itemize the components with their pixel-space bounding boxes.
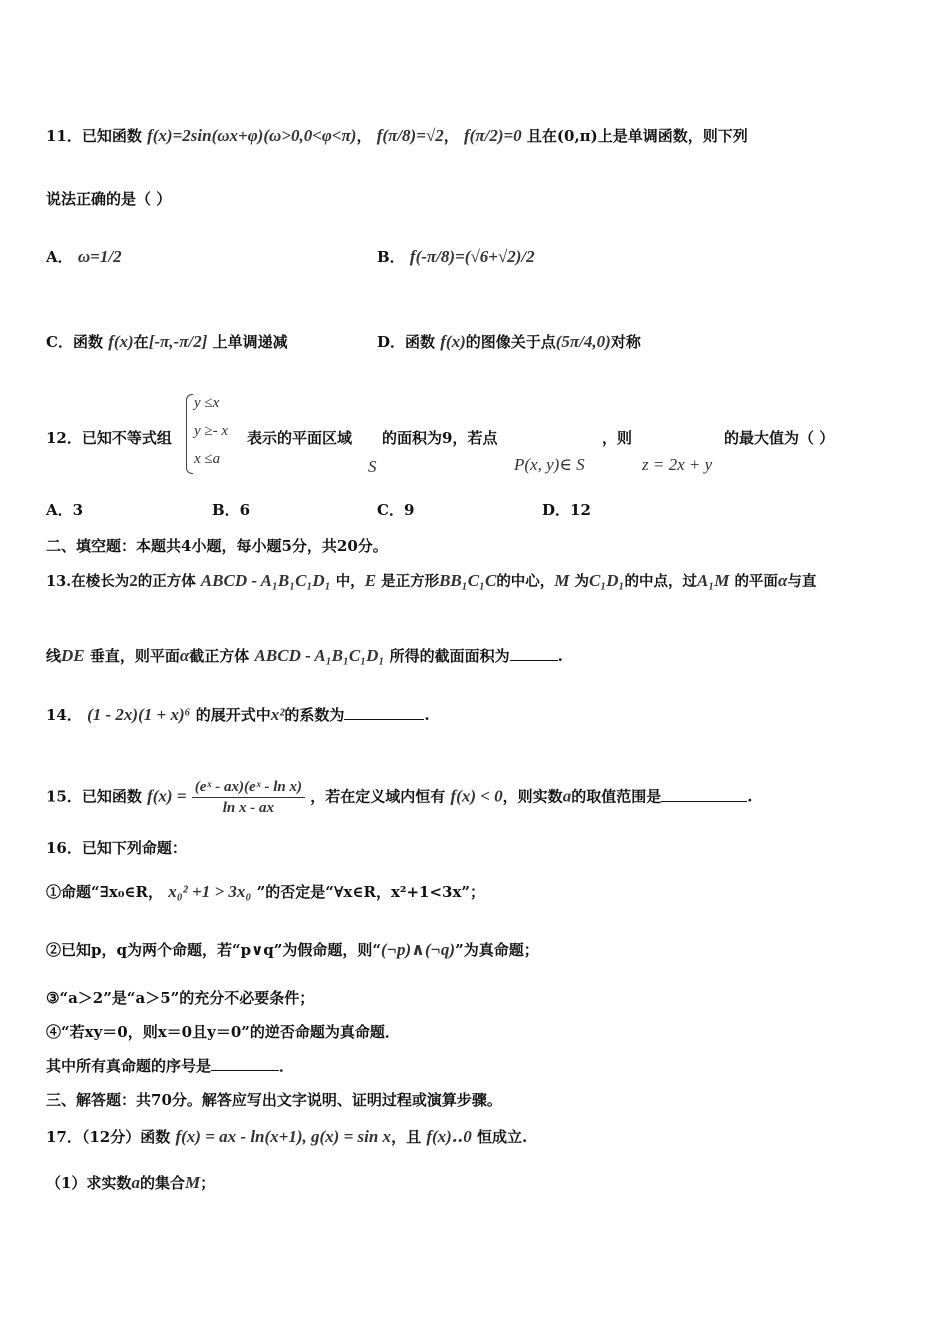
q12-mid1: 表示的平面区域: [247, 429, 353, 447]
q13-text-m: 所得的截面面积为: [389, 647, 510, 665]
q14-tail: 的系数为: [284, 706, 345, 724]
q12-mid3: ，则: [602, 429, 633, 447]
q12-mid2: 的面积为9，若点: [382, 429, 498, 447]
option-b-label: B．: [377, 248, 405, 266]
q16-answer-blank[interactable]: [211, 1056, 279, 1071]
q15-line: [46, 777, 752, 818]
q16-prop-1: [46, 882, 485, 902]
q13-text-e: 的中心，: [496, 573, 555, 590]
q16-p2-b: ”为真命题；: [455, 941, 539, 959]
q17-mid: ，且: [391, 1128, 422, 1146]
q11-line1: 11．已知函数 f(x)=2sin(ωx+φ)(ω>0,0<φ<π)， f(π/8)=√2， f(π/2)=0 且在(0,π)上是单调函数，则下列: [46, 126, 748, 145]
option-b-math: f(-π/8)=(√6+√2)/2: [409, 247, 535, 266]
q11-option-b: [377, 247, 535, 267]
q17-part-1: [46, 1173, 215, 1193]
q13-cube: ABCD - A₁B₁C₁D₁: [200, 571, 331, 590]
q13-edge-length: 2: [129, 571, 138, 590]
option-c-interval: [-π,-π/2]: [148, 332, 208, 351]
q13-cube-2: ABCD - A₁B₁C₁D₁: [254, 646, 385, 665]
q13-text-k: 垂直，则平面: [89, 647, 180, 665]
q11-option-c: [46, 332, 288, 352]
q17-tail: 恒成立.: [477, 1128, 528, 1146]
q13-text-a: 13.在棱长为: [46, 573, 130, 590]
q13-text-f: 为: [574, 573, 589, 590]
q17-a: a: [131, 1173, 140, 1192]
q17-part1-b: 的集合: [139, 1174, 185, 1192]
q15-fx: f(x) =: [147, 786, 187, 806]
option-c-fx: f(x): [108, 332, 134, 351]
q16-p2-a: ②已知p，q为两个命题，若“p∨q”为假命题，则“: [46, 941, 382, 959]
section-2-heading: 二、填空题：本题共4小题，每小题5分，共20分。: [46, 537, 388, 555]
q13-line2: [46, 646, 563, 666]
section-3-heading: 三、解答题：共70分。解答应写出文字说明、证明过程或演算步骤。: [46, 1091, 502, 1109]
q11-line2: 说法正确的是（ ）: [46, 190, 172, 208]
option-a-label: A．: [46, 248, 73, 266]
q13-text-b: 的正方体: [137, 573, 196, 590]
q17-function: f(x) = ax - ln(x+1), g(x) = sin x: [175, 1127, 392, 1146]
q17-set-m: M: [184, 1173, 201, 1192]
q14-end: .: [424, 706, 430, 724]
q13-line1: [46, 571, 816, 592]
q16-prop-3: ③“a＞2”是“a＞5”的充分不必要条件；: [46, 989, 315, 1007]
q17-part1-a: （1）求实数: [46, 1174, 132, 1192]
q13-text-h: 的平面: [734, 573, 778, 590]
q13-face: BB₁C₁C: [439, 571, 497, 590]
q12-point-p: P(x, y)∈ S: [514, 455, 585, 474]
q14-mid: 的展开式中: [195, 706, 271, 724]
q15-answer-blank[interactable]: [661, 787, 747, 802]
q13-text-j: 线: [46, 647, 62, 665]
option-c-tail: 上单调递减: [212, 333, 288, 351]
option-d-tail: 对称: [610, 333, 641, 351]
q16-p2-math: (¬p)∧(¬q): [381, 940, 456, 959]
q13-plane-alpha: α: [777, 571, 788, 590]
option-c-label: C．函数: [46, 333, 103, 351]
q14-x-squared: x²: [270, 705, 285, 724]
q11-tail: 且在(0,π)上是单调函数，则下列: [526, 127, 748, 145]
q15-denominator: ln x - ax: [222, 800, 275, 816]
option-d-label: D．函数: [377, 333, 436, 351]
q13-text-d: 是正方形: [381, 573, 440, 590]
q16-prop-4: ④“若xy＝0，则x＝0且y＝0”的逆否命题为真命题．: [46, 1023, 400, 1041]
q12-tail: 的最大值为（ ）: [724, 429, 835, 447]
option-d-fx: f(x): [440, 332, 466, 351]
q13-end: .: [557, 647, 563, 665]
q14-answer-blank[interactable]: [344, 705, 424, 720]
q13-line-de: DE: [61, 646, 85, 665]
q11-condition-2: f(π/2)=0: [464, 126, 522, 145]
q15-mid2: ，则实数: [502, 787, 563, 806]
q13-text-g: 的中点，过: [624, 573, 697, 590]
q12-inequality-1: y ≤x: [194, 395, 220, 411]
q16-p1-math: x₀² +1 > 3x₀: [168, 882, 252, 901]
option-d-point: (5π/4,0): [555, 332, 611, 351]
q13-point-e: E: [364, 571, 377, 590]
q12-option-d: D．12: [542, 501, 591, 519]
q16-p1-a: ①命题“∃x₀∈R，: [46, 883, 164, 901]
q15-fraction: [192, 777, 305, 818]
q11-lead: 11．已知函数: [46, 127, 142, 145]
q16-p1-b: ”的否定是“∀x∈R，x²+1<3x”；: [256, 883, 486, 901]
q11-condition-1: f(π/8)=√2: [376, 126, 444, 145]
q16-ask-text: 其中所有真命题的序号是: [46, 1057, 212, 1075]
q13-line-am: A₁M: [696, 571, 730, 590]
q13-answer-blank[interactable]: [510, 646, 558, 661]
q13-point-m: M: [554, 571, 570, 590]
q11-function: f(x)=2sin(ωx+φ)(ω>0,0<φ<π): [147, 126, 357, 145]
q12-system-brace: [186, 394, 193, 474]
q16-ask: [46, 1056, 294, 1076]
q11-option-d: [377, 332, 641, 352]
q15-end: .: [747, 787, 753, 806]
q17-part1-c: ；: [200, 1174, 216, 1192]
q13-edge: C₁D₁: [589, 571, 625, 590]
option-d-mid: 的图像关于点: [465, 333, 556, 351]
q16-lead: 16．已知下列命题：: [46, 839, 187, 857]
q16-end: ．: [279, 1057, 295, 1075]
q12-option-b: B．6: [212, 501, 251, 519]
q14-line: [46, 705, 430, 725]
option-c-mid: 在: [133, 333, 149, 351]
q15-tail: 的取值范围是: [571, 787, 662, 806]
q12-region-s: S: [368, 457, 377, 476]
q11-option-a: [46, 247, 122, 267]
q13-plane-alpha-2: α: [179, 646, 190, 665]
q13-text-c: 中，: [335, 573, 365, 590]
q15-a: a: [562, 786, 572, 806]
q15-mid: ，若在定义域内恒有: [310, 787, 446, 806]
q12-option-c: C．9: [377, 501, 415, 519]
q15-numerator: (eˣ - ax)(eˣ - ln x): [192, 777, 305, 798]
q12-lead: 12．已知不等式组: [46, 429, 172, 447]
q17-condition: f(x)‥0: [426, 1127, 472, 1146]
q15-lead: 15．已知函数: [46, 787, 142, 806]
q17-line: [46, 1127, 527, 1147]
q16-prop-2: [46, 940, 539, 960]
q13-text-l: 截正方体: [189, 647, 250, 665]
option-a-math: ω=1/2: [77, 247, 122, 266]
q12-inequality-3: x ≤a: [194, 451, 221, 467]
q17-lead: 17．（12分）函数: [46, 1128, 171, 1146]
q12-objective-z: z = 2x + y: [642, 455, 713, 474]
q12-option-a: A．3: [46, 501, 84, 519]
q12-inequality-2: y ≥- x: [194, 423, 229, 439]
q15-condition: f(x) < 0: [450, 786, 503, 806]
q14-expression: (1 - 2x)(1 + x)⁶: [87, 705, 191, 724]
q14-lead: 14．: [46, 706, 82, 724]
q13-text-i: 与直: [787, 573, 817, 590]
